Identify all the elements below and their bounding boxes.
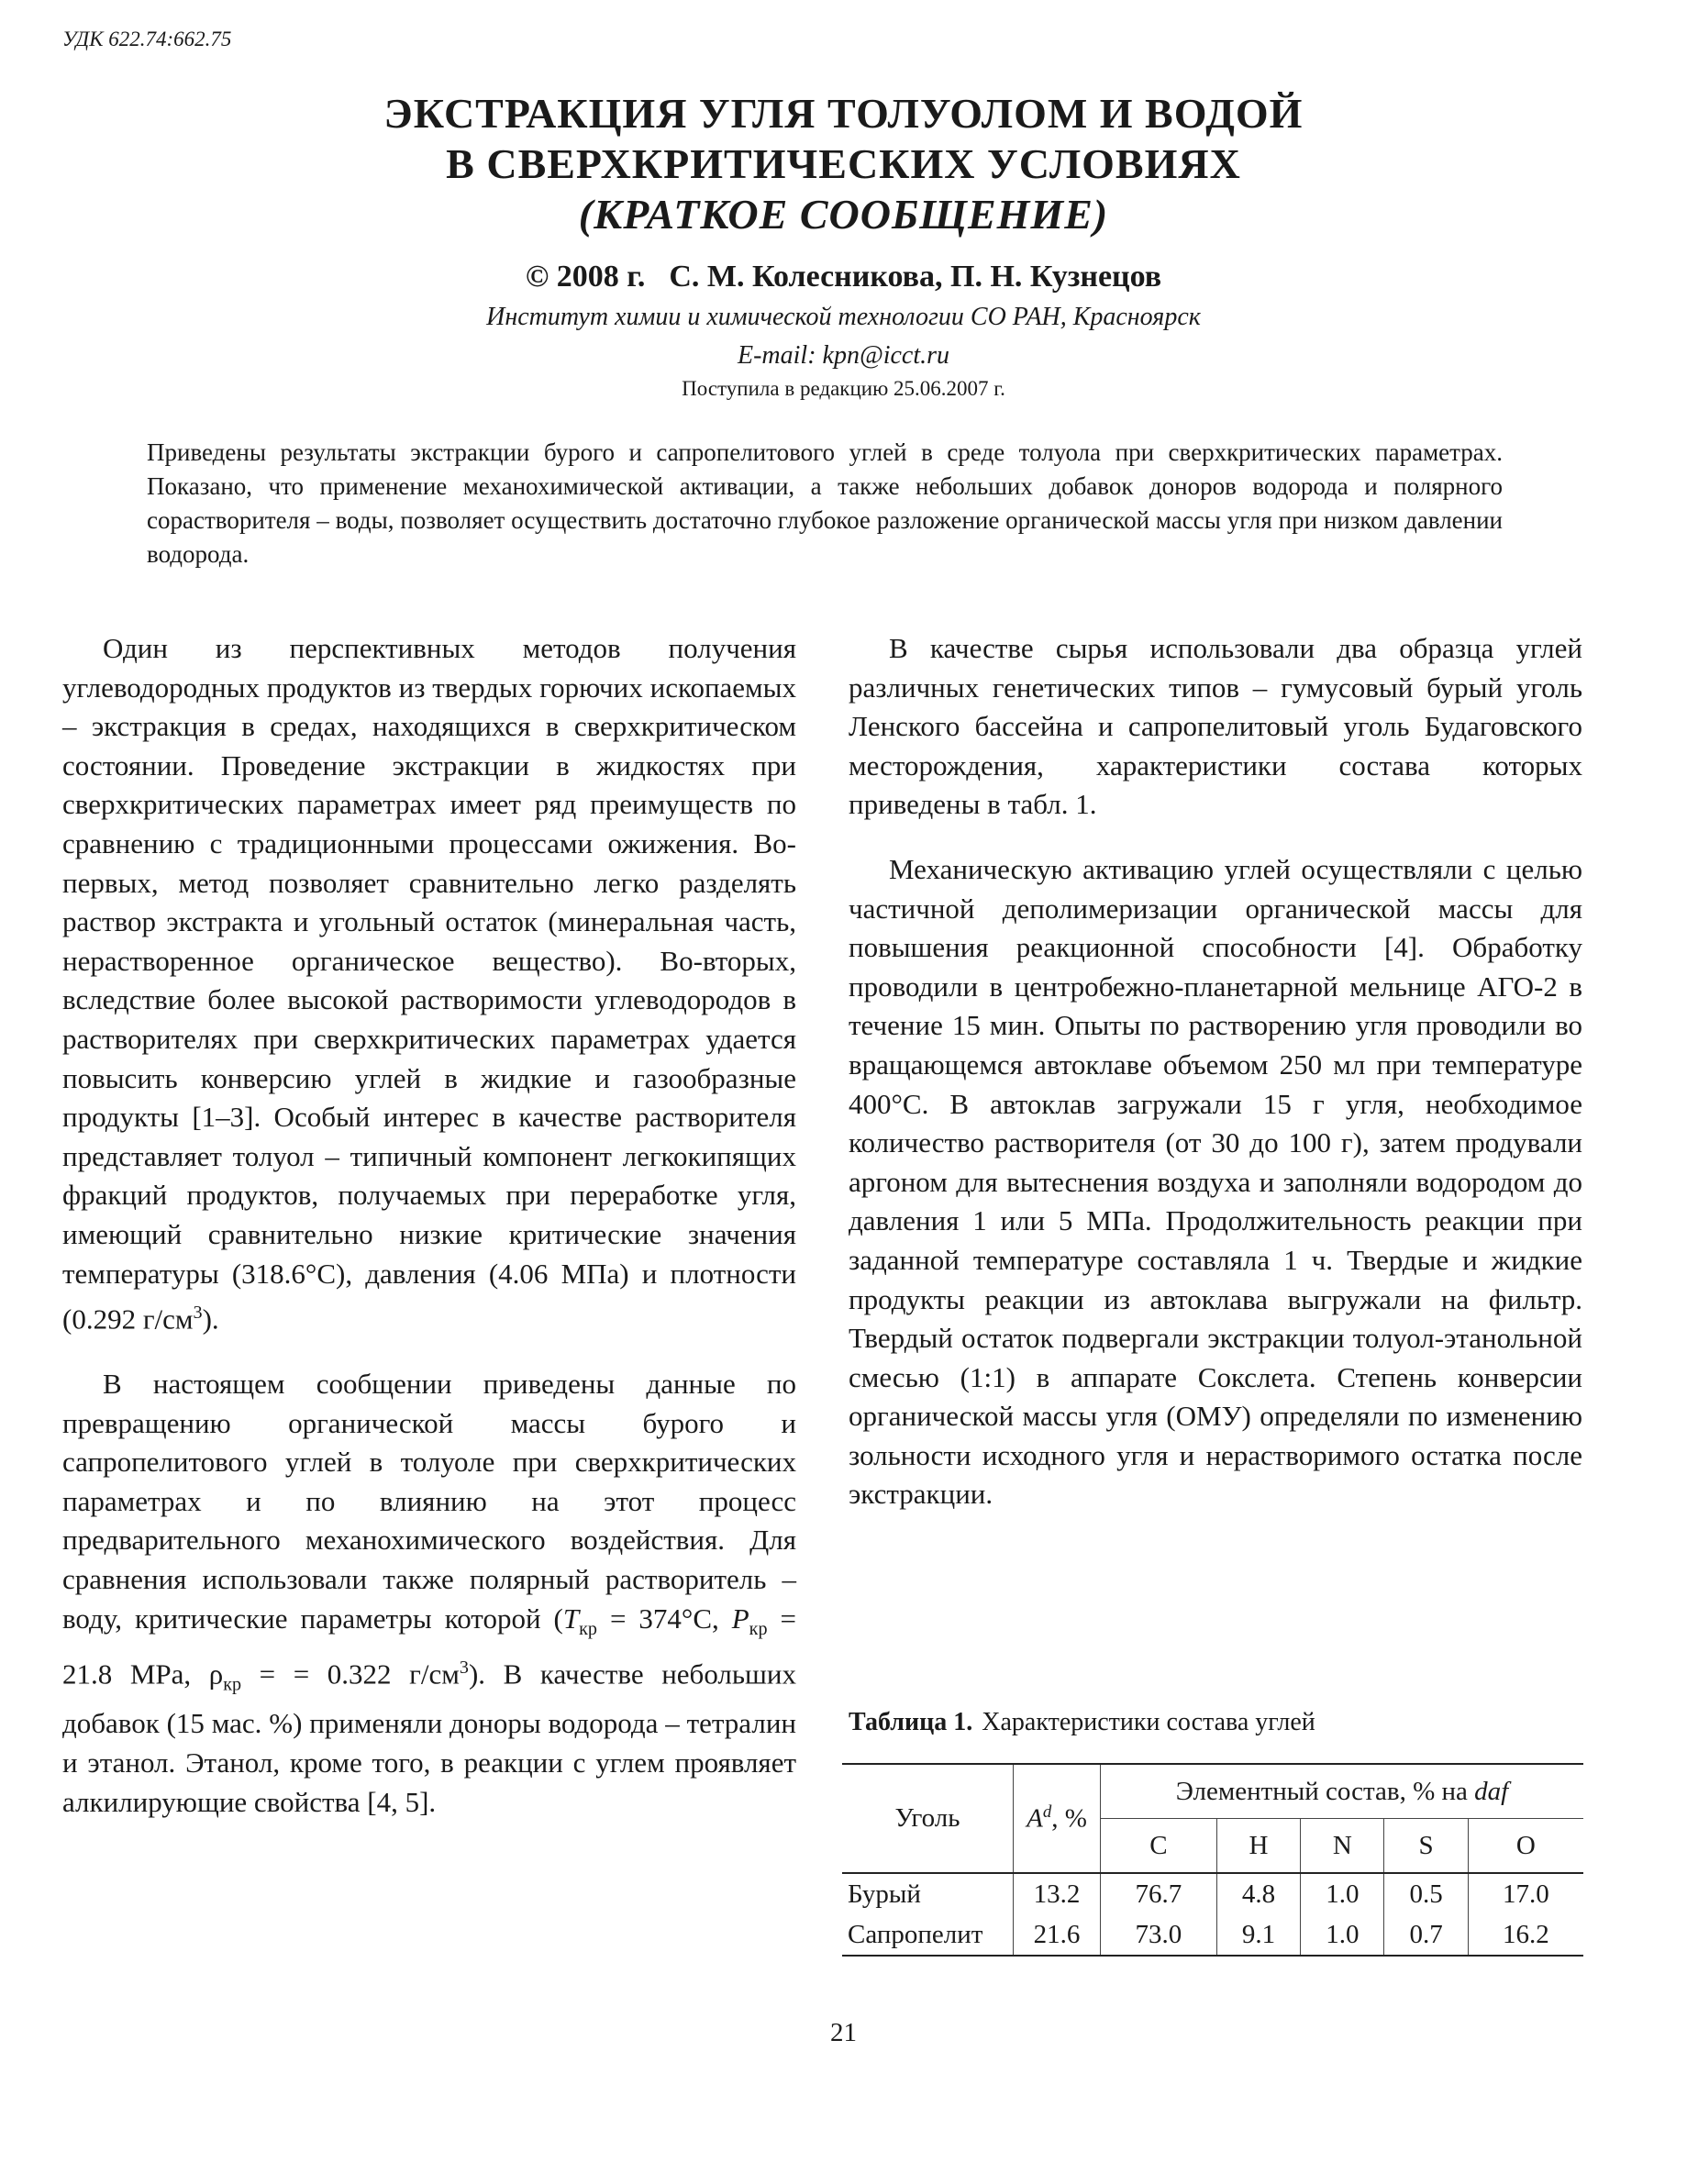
header-element: O <box>1468 1819 1583 1874</box>
header-element: S <box>1384 1819 1468 1874</box>
article-subtitle: (КРАТКОЕ СООБЩЕНИЕ) <box>578 191 1109 238</box>
left-column <box>62 629 796 1847</box>
cell: Сапропелит <box>842 1914 1014 1956</box>
cell: 4.8 <box>1216 1873 1300 1914</box>
table-row <box>842 1914 1583 1956</box>
right-column <box>849 629 1582 1540</box>
cell: 1.0 <box>1301 1873 1384 1914</box>
cell: 1.0 <box>1301 1914 1384 1956</box>
header-elemental: Элементный состав, % на daf <box>1101 1764 1584 1819</box>
page-number: 21 <box>830 2018 857 2047</box>
paragraph: Механическую активацию углей осуществляли с целью частичной деполимеризации органической массы для повышения реакционной способности [4]. Обработку проводили в центробежно-планетарной мельнице АГО-2 в течение 15 мин. Опыты по растворению угля проводили во вращающемся автоклаве объемом 250 мл при температуре 400°С. В автоклав загружали 15 г угля, необходимое количество растворителя (от 30 до 100 г), затем продували аргоном для вытеснения воздуха и заполняли водородом до давления 1 или 5 МПа. Продолжительность реакции при заданной температуре составляла 1 ч. Твердые и жидкие продукты реакции из автоклава выгружали на фильтр. Твердый остаток подвергали экстракции толуол-этанольной смесью (1:1) в аппарате Сокслета. Степень конверсии органической массы угля (ОМУ) определяли по изменению зольности исходного угля и нерастворимого остатка после экстракции. <box>849 852 1582 1511</box>
received-date: Поступила в редакцию 25.06.2007 г. <box>682 377 1005 400</box>
affiliation: Институт химии и химической технологии СО РАН, Красноярск <box>486 303 1201 331</box>
article-title-line-2: В СВЕРХКРИТИЧЕСКИХ УСЛОВИЯХ <box>446 140 1241 187</box>
authors-line <box>0 260 1687 294</box>
abstract: Приведены результаты экстракции бурого и сапропелитового углей в среде толуола при сверхкритических параметрах. Показано, что применение механохимической активации, а также небольших добавок доноров водорода и полярного сорастворителя – воды, позволяет осуществить достаточно глубокое разложение органической массы угля при низком давлении водорода. <box>147 438 1503 568</box>
header-element: C <box>1101 1819 1217 1874</box>
header-coal: Уголь <box>842 1764 1014 1873</box>
article-header <box>0 88 1687 401</box>
cell: 13.2 <box>1014 1873 1101 1914</box>
udk-code: УДК 622.74:662.75 <box>62 28 232 50</box>
table-caption: Таблица 1. Характеристики состава углей <box>849 1708 1315 1736</box>
paragraph: В настоящем сообщении приведены данные по превращению органической массы бурого и сапропелитового углей в толуоле при сверхкритических параметрах и по влиянию на этот процесс предварительного механохимического воздействия. Для сравнения использовали также полярный растворитель – воду, критические параметры которой ($T_{кр} = 374^\circ С$, $P_{кр} = 21.8$ MPa, $\rho_{кр}$ = = 0.322 $г/см^3$). В качестве небольших добавок (15 мас. %) применяли доноры водорода – тетралин и этанол. Этанол, кроме того, в реакции с углем проявляет алкилирующие свойства [4, 5]. <box>62 1368 797 1818</box>
cell: Бурый <box>848 1879 921 1909</box>
copyright-year: © 2008 г. <box>525 260 646 294</box>
author-names: С. М. Колесникова, П. Н. Кузнецов <box>669 260 1162 294</box>
paragraph: Один из перспективных методов получения углеводородных продуктов из твердых горючих ископаемых – экстракция в средах, находящихся в сверхкритическом состоянии. Проведение экстракции в жидкостях при сверхкритических параметрах имеет ряд преимуществ по сравнению с традиционными процессами ожижения. Во-первых, метод позволяет сравнительно легко разделять раствор экстракта и угольный остаток (минеральная часть, нерастворенное органическое вещество). Во-вторых, вследствие более высокой растворимости углеводородов в растворителях при сверхкритических параметрах удается повысить конверсию углей в жидкие и газообразные продукты [1–3]. Особый интерес в качестве растворителя представляет толуол – типичный компонент легкокипящих фракций продуктов, получаемых при переработке угля, имеющий сравнительно низкие критические значения температуры (318.6°С), давления (4.06 МПа) и плотности (0.292 $г/см^3$). <box>62 632 796 1336</box>
cell: 76.7 <box>1101 1873 1217 1914</box>
header-element: H <box>1216 1819 1300 1874</box>
cell: 73.0 <box>1101 1914 1217 1956</box>
cell: 0.5 <box>1384 1873 1468 1914</box>
table-row <box>842 1873 1583 1914</box>
cell: 9.1 <box>1216 1914 1300 1956</box>
cell: 16.2 <box>1468 1914 1583 1956</box>
coal-composition-table <box>842 1763 1583 1957</box>
cell: 17.0 <box>1468 1873 1583 1914</box>
cell: 0.7 <box>1384 1914 1468 1956</box>
cell: 21.6 <box>1014 1914 1101 1956</box>
article-title-line-1: ЭКСТРАКЦИЯ УГЛЯ ТОЛУОЛОМ И ВОДОЙ <box>383 90 1304 137</box>
header-element: N <box>1301 1819 1384 1874</box>
paragraph: В качестве сырья использовали два образца углей различных генетических типов – гумусовый бурый уголь Ленского бассейна и сапропелитовый уголь Будаговского месторождения, характеристики состава которых приведены в табл. 1. <box>849 632 1582 821</box>
email: E-mail: kpn@icct.ru <box>737 341 950 370</box>
header-ash: $A^d$, % <box>1014 1764 1101 1873</box>
